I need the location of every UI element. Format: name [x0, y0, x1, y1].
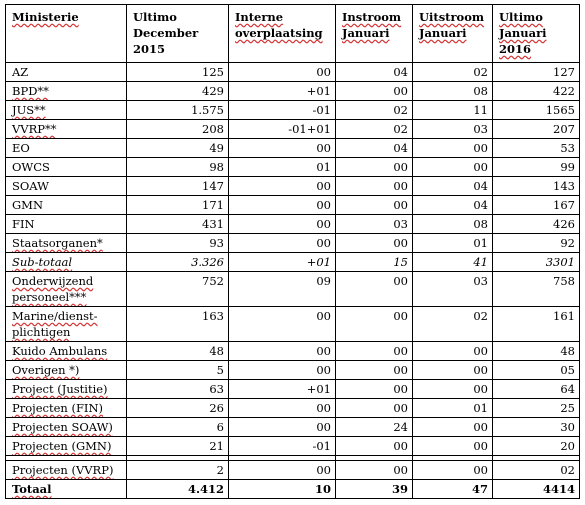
table-row [6, 253, 580, 272]
ministerie-cell: BPD** [6, 82, 127, 101]
ultimo-december-cell: 2 [127, 461, 229, 480]
table-row [6, 120, 580, 139]
ultimo-januari-cell: 422 [493, 82, 580, 101]
instroom-cell: 39 [336, 480, 413, 499]
interne-overplaatsing-cell: +01 [229, 380, 336, 399]
uitstroom-cell: 00 [413, 380, 493, 399]
ultimo-januari-cell: 758 [493, 272, 580, 307]
ministerie-cell: JUS** [6, 101, 127, 120]
uitstroom-cell: 02 [413, 307, 493, 342]
ultimo-december-cell: 431 [127, 215, 229, 234]
ultimo-januari-cell: 64 [493, 380, 580, 399]
uitstroom-cell: 00 [413, 461, 493, 480]
ultimo-december-cell: 4.412 [127, 480, 229, 499]
interne-overplaatsing-cell: 00 [229, 196, 336, 215]
interne-overplaatsing-cell: 00 [229, 63, 336, 82]
instroom-cell: 24 [336, 418, 413, 437]
instroom-cell: 00 [336, 196, 413, 215]
table-row [6, 215, 580, 234]
instroom-cell: 00 [336, 177, 413, 196]
uitstroom-cell: 00 [413, 158, 493, 177]
instroom-cell: 00 [336, 82, 413, 101]
ministerie-cell: Projecten (GMN) [6, 437, 127, 456]
uitstroom-cell: 04 [413, 177, 493, 196]
interne-overplaatsing-cell: 00 [229, 139, 336, 158]
ultimo-januari-cell: 48 [493, 342, 580, 361]
uitstroom-cell: 01 [413, 399, 493, 418]
staff-table [5, 4, 580, 499]
interne-overplaatsing-cell: -01 [229, 437, 336, 456]
uitstroom-cell: 00 [413, 139, 493, 158]
uitstroom-cell: 00 [413, 437, 493, 456]
instroom-cell: 00 [336, 437, 413, 456]
ultimo-december-cell: 63 [127, 380, 229, 399]
ministerie-cell: Projecten (VVRP) [6, 461, 127, 480]
ultimo-december-cell: 93 [127, 234, 229, 253]
uitstroom-cell: 00 [413, 342, 493, 361]
interne-overplaatsing-cell: 00 [229, 399, 336, 418]
ultimo-januari-cell: 02 [493, 461, 580, 480]
table-row [6, 234, 580, 253]
instroom-cell: 00 [336, 234, 413, 253]
header-row [6, 5, 580, 63]
header-uitstroom: Uitstroom Januari [413, 5, 493, 63]
ultimo-december-cell: 48 [127, 342, 229, 361]
table-row [6, 63, 580, 82]
uitstroom-cell: 08 [413, 215, 493, 234]
ultimo-december-cell: 752 [127, 272, 229, 307]
ultimo-januari-cell: 30 [493, 418, 580, 437]
uitstroom-cell: 03 [413, 120, 493, 139]
ultimo-januari-cell: 426 [493, 215, 580, 234]
ultimo-december-cell: 171 [127, 196, 229, 215]
interne-overplaatsing-cell: 00 [229, 361, 336, 380]
ultimo-december-cell: 147 [127, 177, 229, 196]
ministerie-cell: Marine/dienst-plichtigen [6, 307, 127, 342]
instroom-cell: 03 [336, 215, 413, 234]
interne-overplaatsing-cell: 00 [229, 215, 336, 234]
uitstroom-cell: 04 [413, 196, 493, 215]
ultimo-december-cell: 208 [127, 120, 229, 139]
ministerie-cell: GMN [6, 196, 127, 215]
table-row [6, 342, 580, 361]
ultimo-januari-cell: 92 [493, 234, 580, 253]
table-row [6, 361, 580, 380]
ultimo-januari-cell: 05 [493, 361, 580, 380]
header-ultimo-december: Ultimo December 2015 [127, 5, 229, 63]
header-ultimo-januari: Ultimo Januari 2016 [493, 5, 580, 63]
instroom-cell: 00 [336, 399, 413, 418]
ministerie-cell: AZ [6, 63, 127, 82]
table-row [6, 82, 580, 101]
table-row [6, 399, 580, 418]
interne-overplaatsing-cell: -01+01 [229, 120, 336, 139]
uitstroom-cell: 47 [413, 480, 493, 499]
interne-overplaatsing-cell: 00 [229, 461, 336, 480]
ultimo-december-cell: 3.326 [127, 253, 229, 272]
ministerie-cell: EO [6, 139, 127, 158]
interne-overplaatsing-cell: -01 [229, 101, 336, 120]
ultimo-december-cell: 21 [127, 437, 229, 456]
uitstroom-cell: 01 [413, 234, 493, 253]
ministerie-cell: Project (Justitie) [6, 380, 127, 399]
interne-overplaatsing-cell: 00 [229, 177, 336, 196]
ultimo-januari-cell: 53 [493, 139, 580, 158]
ministerie-cell: Overigen *) [6, 361, 127, 380]
ministerie-cell: OWCS [6, 158, 127, 177]
ultimo-januari-cell: 207 [493, 120, 580, 139]
interne-overplaatsing-cell: +01 [229, 82, 336, 101]
ministerie-cell: Totaal [6, 480, 127, 499]
header-ministerie: Ministerie [6, 5, 127, 63]
instroom-cell: 15 [336, 253, 413, 272]
interne-overplaatsing-cell: 09 [229, 272, 336, 307]
uitstroom-cell: 03 [413, 272, 493, 307]
table-row [6, 158, 580, 177]
uitstroom-cell: 11 [413, 101, 493, 120]
instroom-cell: 00 [336, 380, 413, 399]
instroom-cell: 04 [336, 139, 413, 158]
ministerie-cell: Sub-totaal [6, 253, 127, 272]
table-row [6, 101, 580, 120]
ultimo-december-cell: 5 [127, 361, 229, 380]
interne-overplaatsing-cell: 10 [229, 480, 336, 499]
ultimo-december-cell: 6 [127, 418, 229, 437]
ultimo-januari-cell: 143 [493, 177, 580, 196]
uitstroom-cell: 02 [413, 63, 493, 82]
interne-overplaatsing-cell: 01 [229, 158, 336, 177]
ultimo-december-cell: 429 [127, 82, 229, 101]
instroom-cell: 04 [336, 63, 413, 82]
uitstroom-cell: 08 [413, 82, 493, 101]
interne-overplaatsing-cell: 00 [229, 342, 336, 361]
ministerie-cell: Kuido Ambulans [6, 342, 127, 361]
uitstroom-cell: 41 [413, 253, 493, 272]
instroom-cell: 00 [336, 307, 413, 342]
table-row [6, 461, 580, 480]
instroom-cell: 00 [336, 461, 413, 480]
instroom-cell: 02 [336, 101, 413, 120]
uitstroom-cell: 00 [413, 418, 493, 437]
table-row [6, 139, 580, 158]
ministerie-cell: Staatsorganen* [6, 234, 127, 253]
table-row [6, 418, 580, 437]
ultimo-januari-cell: 4414 [493, 480, 580, 499]
header-instroom: Instroom Januari [336, 5, 413, 63]
header-interne-overplaatsing: Interne overplaatsing [229, 5, 336, 63]
instroom-cell: 00 [336, 272, 413, 307]
ministerie-cell: FIN [6, 215, 127, 234]
table-row [6, 272, 580, 307]
ministerie-cell: SOAW [6, 177, 127, 196]
interne-overplaatsing-cell: 00 [229, 418, 336, 437]
table-row [6, 307, 580, 342]
ministerie-cell: Onderwijzend personeel*** [6, 272, 127, 307]
ministerie-cell: Projecten SOAW) [6, 418, 127, 437]
table-row [6, 480, 580, 499]
table-row [6, 196, 580, 215]
instroom-cell: 02 [336, 120, 413, 139]
ultimo-december-cell: 98 [127, 158, 229, 177]
uitstroom-cell: 00 [413, 361, 493, 380]
ultimo-december-cell: 49 [127, 139, 229, 158]
ultimo-januari-cell: 167 [493, 196, 580, 215]
instroom-cell: 00 [336, 158, 413, 177]
instroom-cell: 00 [336, 361, 413, 380]
ultimo-januari-cell: 25 [493, 399, 580, 418]
ultimo-januari-cell: 1565 [493, 101, 580, 120]
ultimo-januari-cell: 127 [493, 63, 580, 82]
ultimo-januari-cell: 99 [493, 158, 580, 177]
interne-overplaatsing-cell: 00 [229, 307, 336, 342]
ministerie-cell: VVRP** [6, 120, 127, 139]
ultimo-december-cell: 1.575 [127, 101, 229, 120]
ultimo-december-cell: 125 [127, 63, 229, 82]
table-row [6, 380, 580, 399]
ultimo-januari-cell: 3301 [493, 253, 580, 272]
ultimo-januari-cell: 161 [493, 307, 580, 342]
table-row [6, 437, 580, 456]
ultimo-januari-cell: 20 [493, 437, 580, 456]
table-row [6, 177, 580, 196]
interne-overplaatsing-cell: 00 [229, 234, 336, 253]
instroom-cell: 00 [336, 342, 413, 361]
ministerie-cell: Projecten (FIN) [6, 399, 127, 418]
ultimo-december-cell: 26 [127, 399, 229, 418]
ultimo-december-cell: 163 [127, 307, 229, 342]
interne-overplaatsing-cell: +01 [229, 253, 336, 272]
